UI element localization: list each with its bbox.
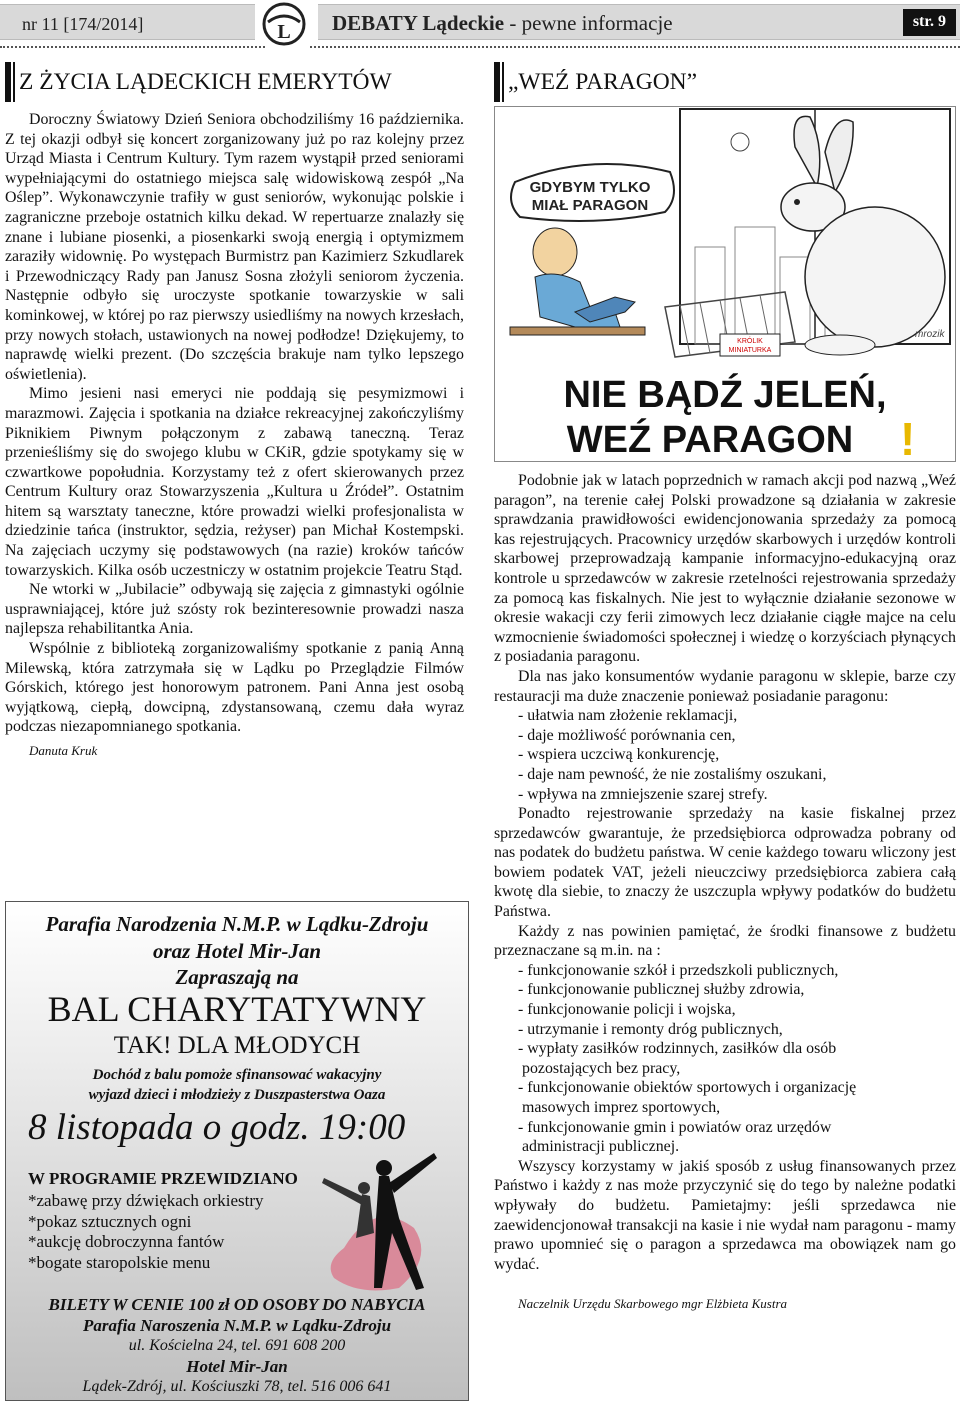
paragraph: Wszyscy korzystamy w jakiś sposób z usług finansowanych przez Państwo i każdy z nas może przyczynić się do tego by należne podatki wpływały do budżetu. Pamietajmy: jeśli sprzedawca nie zaewidencjonował transakcji na kasie i nie wydał nam paragonu - mamy prawo upomnieć się o paragon a sprzedawca ma obowiązek nam go wydać. [494,1157,956,1273]
ad-ticket-place-2-address: Lądek-Zdrój, ul. Kościuszki 78, tel. 516 006 641 [82,1378,392,1395]
slogan-line1: NIE BĄDŹ JELEŃ, [563,374,887,416]
list-item: - funkcjonowanie gmin i powiatów oraz urzędów [518,1118,832,1136]
article-author: Naczelnik Urzędu Skarbowego mgr Elżbieta Kustra [518,1296,788,1312]
list-item: - wpływa na zmniejszenie szarej strefy. [518,785,768,803]
cartoon-illustration [494,106,956,462]
article-author: Danuta Kruk [29,743,98,758]
ad-note-line1: Dochód z balu pomoże sfinansować wakacyjny [92,1067,382,1083]
ad-program-list [28,1191,264,1273]
ad-ticket-place-2: Hotel Mir-Jan [186,1357,288,1376]
ad-headline: BAL CHARYTATYWNY [47,989,427,1029]
list-item: - utrzymanie i remonty dróg publicznych, [518,1020,783,1038]
list-item-continuation: pozostających bez pracy, [522,1059,681,1077]
cartoon-signature: mrozik [915,329,945,340]
list-item: - funkcjonowanie obiektów sportowych i organizację [518,1079,857,1097]
ad-organizer: Parafia Narodzenia N.M.P. w Lądku-Zdroju [45,912,429,936]
list-item-continuation: masowych imprez sportowych, [522,1099,721,1116]
cage-label-line1: KRÓLIK [737,338,763,345]
list-item: - wypłaty zasiłków rodzinnych, zasiłków dla osób [518,1040,837,1058]
ad-ticket-place-1-address: ul. Kościelna 24, tel. 691 608 200 [128,1337,346,1354]
right-article-title: „WEŹ PARAGON” [494,62,956,102]
list-item: - daje możliwość porównania cen, [518,726,736,744]
paragraph: Doroczny Światowy Dzień Seniora obchodziliśmy 16 października. Z tej okazji odbył się koncert zorganizowany już po raz kolejny przez Urząd Miasta i Centrum Kultury. Tym razem wystąpił przed seniorami wypełniającymi do ostatniego miejsca salę widowiskową zespół „Na Oślep”. Wykonawczynie trafiły w gust seniorów, wykonując polskie i zagraniczne przeboje ostatnich kilku dekad. W repertuarze znalazły się znane i lubiane piosenki, a piosenkarki swoją energią i optymizmem zaraziły widownię. Po występach Burmistrz pan Kazimierz Szkudlarek i Przewodniczący Rady pan Janusz Sosna złożyli seniorom życzenia. Następnie odbyło się uroczyste spotkanie towarzyskie w sali kominkowej, w której po raz pierwszy usiedliśmy na nowych krzesłach, przy nowych stołach, ustawionych na nowej podłodze! Dziękujemy, to naprawdę wielki prezent. (Do szczęścia brakuje nam tylko lepszego oświetlenia). [5,111,464,383]
newspaper-tagline: - pewne informacje [504,11,673,35]
paragraph: Ne wtorki w „Jubilacie” odbywają się zajęcia z gimnastyki ogólnie usprawniającej, które już szósty rok bezinteresownie prowadzi nasza najlepsza rehabilitantka Ania. [5,581,464,638]
paragraph: Każdy z nas powinien pamiętać, że środki finansowe z budżetu przeznaczane są m.in. na : [494,922,956,960]
right-article-body [494,471,956,1312]
list-item: *pokaz sztucznych ogni [28,1211,192,1231]
list-item: - funkcjonowanie policji i wojska, [518,1001,736,1019]
ad-program-title: W PROGRAMIE PRZEWIDZIANO [28,1169,298,1188]
asterisk-icon: * [28,1211,37,1231]
newspaper-title [332,11,673,36]
paragraph: Dla nas jako konsumentów wydanie paragonu w sklepie, barze czy restauracji ma duże znaczenie ponieważ posiadanie paragonu: [494,667,956,705]
asterisk-icon: * [28,1232,37,1251]
dancing-couple-icon [304,1138,454,1298]
charity-ball-advert [5,901,469,1401]
slogan-line2: WEŹ PARAGON [566,419,854,461]
paragraph: Wspólnie z biblioteką zorganizowaliśmy spotkanie z panią Anną Milewską, która zatrzymała się w Lądku po Przeglądzie Filmów Górskich, którego jest honorowym patronem. Pani Anna jest osobą wyjątkową, ciepłą, dowcipną, zdystansowaną, czemu dała wyraz podczas niezapomnianego spotkania. [5,640,464,736]
slogan-exclamation: ! [900,413,916,461]
left-article-title: Z ŻYCIA LĄDECKICH EMERYTÓW [5,62,464,102]
ad-note-line2: wyjazd dzieci i młodzieży z Duszpasterstwa Oaza [88,1087,386,1103]
paragraph: Ponadto rejestrowanie sprzedaży na kasie fiskalnej przez sprzedawców gwarantuje, że przedsiębiorca odprowadza pobrany od nas podatek do budżetu państwa. W cenie każdego towaru wliczony jest bowiem podatek VAT, jeżeli nieuczciwy przedsiębiorca zabiera całą kwotę dla siebie, to znaczy że uszczupla wpływy podatków do budżetu Państwa. [494,805,956,921]
left-article [5,62,464,759]
list-item: - wspiera uczciwą konkurencję, [518,746,720,764]
paragraph: Podobnie jak w latach poprzednich w ramach akcji pod nazwą „Weź paragon”, na terenie całej Polski prowadzone są działania w zakresie sprawdzania prawidłowości ewidencjonowania sprzedaży za pomocą kas rejestrujących. Pracownicy urzędów skarbowych i urzędów kontroli skarbowej przeprowadzają kampanie informacyjno-edukacyjną oraz kontrole u sprzedawców w zakresie rzetelności rejestrowania sprzedaży za pomocą kas fiskalnych. Nie jest to wyłącznie działanie sezonowe w okresie wakacji czy ferii zimowych lecz działanie ciągłe majce na celu wzmocnienie świadomości społecznej i wiedzę o korzyściach płynących z posiadania paragonu. [494,472,956,666]
asterisk-icon: * [28,1191,37,1210]
list-item: *bogate staropolskie menu [28,1252,211,1272]
list-item: *zabawę przy dźwiękach orkiestry [28,1191,264,1210]
list-item-continuation: administracji publicznej. [522,1138,680,1156]
header-divider-right [310,46,960,48]
cage-label-line2: MINIATURKA [728,347,772,354]
ad-invitation: Zapraszają na [175,965,299,989]
bubble-text-line2: MIAŁ PARAGON [531,197,649,214]
page-header [0,0,960,50]
list-item: - funkcjonowanie publicznej służby zdrowia, [518,981,805,999]
issue-number: nr 11 [174/2014] [22,14,144,34]
right-article-header [494,62,956,102]
cartoon-drawing [495,107,955,461]
title-bar [318,4,960,40]
list-item: *aukcję dobroczynna fantów [28,1232,225,1251]
newspaper-name: DEBATY Lądeckie [332,11,505,35]
ad-date: 8 listopada o godz. 19:00 [28,1107,406,1148]
logo-letter: L [277,21,291,43]
newspaper-logo-icon [262,2,306,46]
list-item: - ułatwia nam złożenie reklamacji, [518,707,738,725]
list-item: - daje nam pewność, że nie zostaliśmy oszukani, [518,765,827,783]
issue-bar [0,4,255,40]
ad-tickets: BILETY W CENIE 100 zł OD OSOBY DO NABYCIA [48,1295,426,1314]
list-item: - funkcjonowanie szkół i przedszkoli publicznych, [518,961,839,979]
page-number: str. 9 [903,9,956,36]
paragraph: Mimo jesieni nasi emeryci nie poddają się pesymizmowi i marazmowi. Zajęcia i spotkania na działce rekreacyjnej zakończyliśmy Piknikiem Piwnym połączonym z zabawą taneczną. Teraz przenieśliśmy się do swojego klubu w CKiR, gdzie spotykamy się w czwartkowe popołudnia. Korzystamy też z ofert skierowanych przez Centrum Kultury oraz Stowarzyszenia „Kultura u Źródeł”. Ostatnim hitem są warsztaty taneczne, które prowadzi wielki profesjonalista w dziedzinie tańca (instruktor, sędzia, reżyser) pan Michał Kostempski. Na zajęciach uczymy się podstawowych (na razie) kroków tańców towarzyskich. Kilka osób uczestniczy w ostatnim projekcie Teatru Stąd. [5,385,464,579]
ad-ticket-place-1: Parafia Naroszenia N.M.P. w Lądku-Zdroju [82,1316,392,1335]
asterisk-icon: * [28,1252,37,1272]
ad-subheadline: TAK! DLA MŁODYCH [113,1032,361,1059]
left-article-body [5,110,464,759]
ad-co-organizer: oraz Hotel Mir-Jan [152,939,322,963]
header-divider-left [0,46,265,48]
bubble-text-line1: GDYBYM TYLKO [529,179,651,196]
